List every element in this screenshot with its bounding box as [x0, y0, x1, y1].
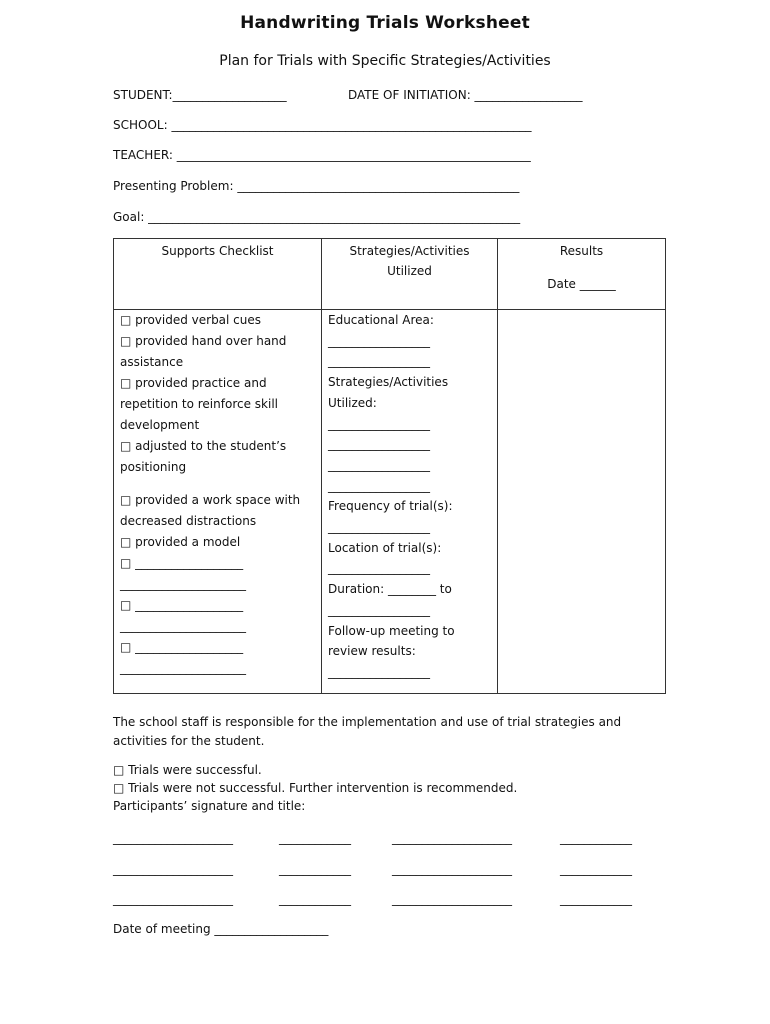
support-blank-item[interactable]: □ __________________: [120, 640, 244, 654]
blank-line[interactable]: _________________: [328, 354, 430, 369]
support-item[interactable]: □ provided practice and: [120, 376, 267, 390]
frequency-label: Frequency of trial(s):: [328, 499, 453, 514]
support-item: assistance: [120, 355, 184, 369]
blank-line[interactable]: _________________: [328, 478, 430, 493]
title-line[interactable]: ____________: [560, 892, 632, 906]
follow-up-label: Follow-up meeting to: [328, 623, 455, 638]
trials-successful-checkbox[interactable]: □ Trials were successful.: [113, 763, 262, 777]
title-line[interactable]: ____________: [279, 892, 351, 906]
blank-line[interactable]: _________________: [328, 602, 430, 617]
blank-line[interactable]: _________________: [328, 457, 430, 472]
title-line[interactable]: ____________: [279, 831, 351, 845]
blank-line[interactable]: _________________: [328, 333, 430, 348]
support-blank-item[interactable]: □ __________________: [120, 556, 244, 570]
signatures-label: Participants’ signature and title:: [113, 799, 306, 813]
support-blank-line[interactable]: _____________________: [120, 619, 246, 633]
support-item[interactable]: □ provided verbal cues: [120, 313, 262, 327]
page-subtitle: Plan for Trials with Specific Strategies/Activities: [219, 53, 551, 69]
title-line[interactable]: ____________: [279, 862, 351, 876]
support-item[interactable]: □ provided a model: [120, 535, 241, 549]
page-title: Handwriting Trials Worksheet: [240, 13, 530, 33]
signature-line[interactable]: ____________________: [392, 831, 512, 845]
results-cell[interactable]: [498, 310, 666, 694]
student-field[interactable]: STUDENT:___________________: [113, 88, 287, 102]
strategies-utilized-label: Utilized:: [328, 395, 377, 410]
date-of-initiation-field[interactable]: DATE OF INITIATION: __________________: [348, 88, 583, 102]
responsibility-line1: The school staff is responsible for the implementation and use of trial strategies and: [113, 715, 622, 729]
support-blank-item[interactable]: □ __________________: [120, 598, 244, 612]
blank-line[interactable]: _________________: [328, 561, 430, 576]
responsibility-line2: activities for the student.: [113, 734, 265, 748]
support-item[interactable]: □ adjusted to the student’s: [120, 439, 287, 453]
educational-area-label: Educational Area:: [328, 313, 434, 327]
supports-checklist-cell: [114, 310, 322, 694]
trials-table: [113, 238, 666, 694]
date-of-meeting-field[interactable]: Date of meeting ___________________: [113, 922, 329, 936]
strategies-header-line1: Strategies/Activities: [349, 244, 470, 258]
results-date-field[interactable]: Date ______: [547, 277, 616, 291]
location-label: Location of trial(s):: [328, 540, 442, 555]
teacher-field[interactable]: TEACHER: ___________________________________________________________: [113, 148, 531, 162]
responsibility-statement: [113, 713, 653, 751]
blank-line[interactable]: _________________: [328, 664, 430, 679]
support-item: repetition to reinforce skill: [120, 397, 278, 411]
signature-line[interactable]: ____________________: [113, 831, 233, 845]
supports-checklist-header: [114, 239, 322, 310]
support-item: decreased distractions: [120, 514, 257, 528]
strategies-list: [322, 310, 497, 683]
follow-up-label: review results:: [328, 644, 416, 659]
support-blank-line[interactable]: _____________________: [120, 577, 246, 591]
support-blank-line[interactable]: _____________________: [120, 661, 246, 675]
blank-line[interactable]: _________________: [328, 437, 430, 452]
support-item: development: [120, 418, 200, 432]
title-line[interactable]: ____________: [560, 862, 632, 876]
strategies-header-line2: Utilized: [387, 264, 432, 278]
trials-not-successful-checkbox[interactable]: □ Trials were not successful. Further intervention is recommended.: [113, 781, 518, 795]
strategies-header: [322, 239, 498, 310]
results-header: [498, 239, 666, 310]
strategies-cell: [322, 310, 498, 694]
support-item[interactable]: □ provided a work space with: [120, 493, 301, 507]
supports-checklist-title: Supports Checklist: [161, 244, 274, 258]
supports-list: [114, 310, 321, 679]
signature-line[interactable]: ____________________: [113, 892, 233, 906]
blank-line[interactable]: _________________: [328, 520, 430, 535]
blank-line[interactable]: _________________: [328, 416, 430, 431]
goal-field[interactable]: Goal: ______________________________________________________________: [113, 210, 521, 224]
signature-line[interactable]: ____________________: [392, 892, 512, 906]
strategies-utilized-label: Strategies/Activities: [328, 375, 449, 390]
duration-field[interactable]: Duration: ________ to: [328, 582, 452, 597]
presenting-problem-field[interactable]: Presenting Problem: _______________________________________________: [113, 179, 520, 193]
support-item: positioning: [120, 460, 187, 474]
signature-line[interactable]: ____________________: [392, 862, 512, 876]
results-title: Results: [559, 244, 604, 258]
title-line[interactable]: ____________: [560, 831, 632, 845]
signature-line[interactable]: ____________________: [113, 862, 233, 876]
support-item[interactable]: □ provided hand over hand: [120, 334, 287, 348]
school-field[interactable]: SCHOOL: ____________________________________________________________: [113, 118, 532, 132]
